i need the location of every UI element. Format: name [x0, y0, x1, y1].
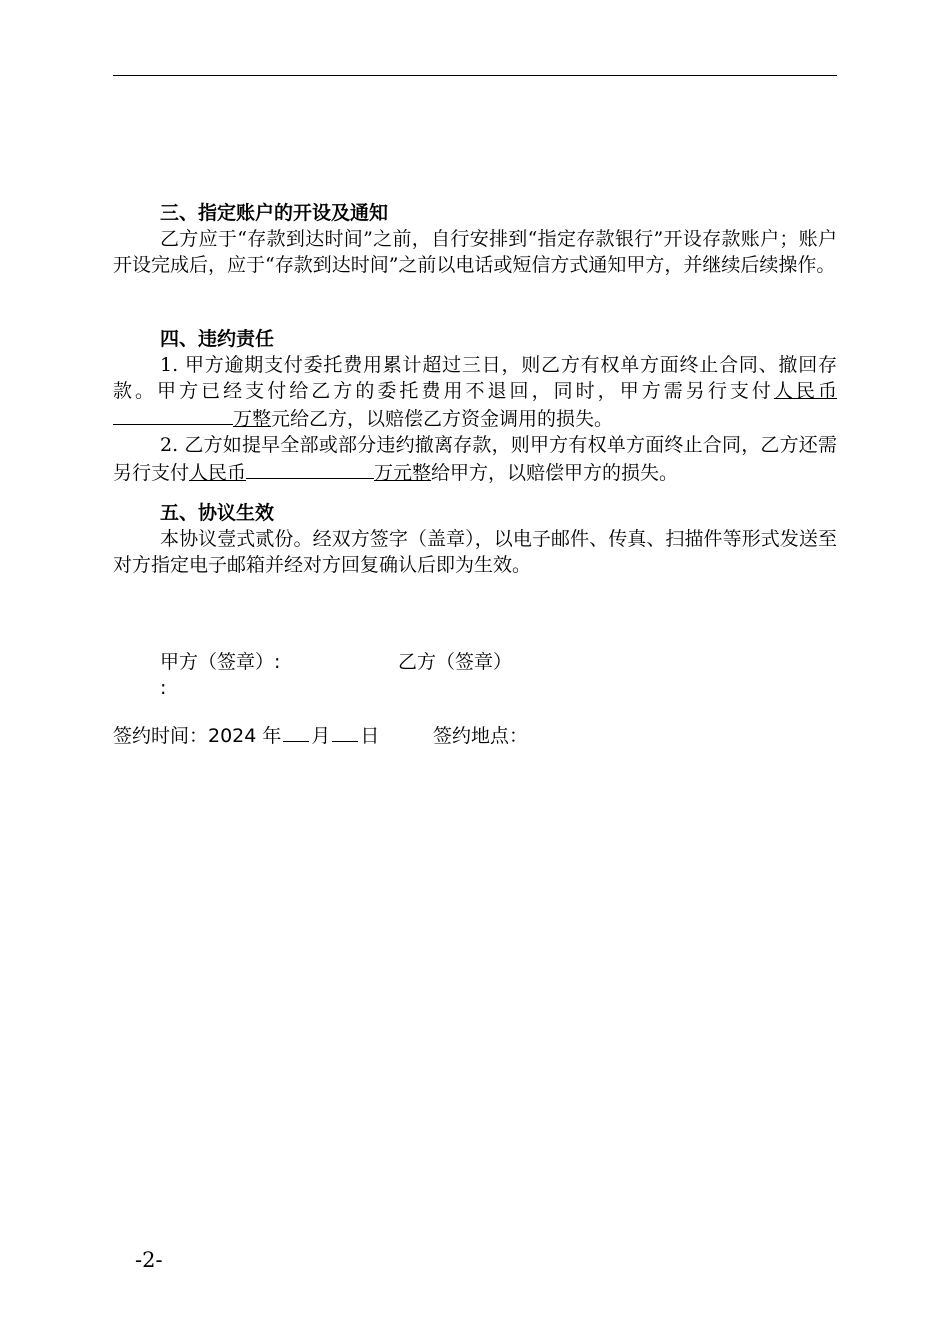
item-2-currency: 人民币 — [189, 462, 247, 484]
page-number: -2- — [135, 1248, 163, 1272]
item-1-text-end: 元给乙方，以赔偿乙方资金调用的损失。 — [271, 408, 614, 430]
section-3-paragraph: 乙方应于“存款到达时间”之前，自行安排到“指定存款银行”开设存款账户；账户开设完成后，应于“存款到达时间”之前以电话或短信方式通知甲方，并继续后续操作。 — [113, 228, 837, 276]
day-blank — [332, 723, 358, 742]
item-2-amount-blank — [246, 458, 374, 479]
section-3-heading: 三、指定账户的开设及通知 — [160, 202, 389, 224]
section-4-item-2 — [113, 432, 837, 486]
item-1-text: 1. 甲方逾期支付委托费用累计超过三日，则乙方有权单方面终止合同、撤回存款。甲方已经支付给乙方的委托费用不退回，同时，甲方需另行支付 — [113, 354, 837, 402]
party-a-colon: : — [160, 677, 167, 699]
section-4-heading: 四、违约责任 — [160, 328, 275, 350]
section-4-item-1 — [113, 352, 837, 432]
section-5-paragraph: 本协议壹式贰份。经双方签字（盖章），以电子邮件、传真、扫描件等形式发送至对方指定电子邮箱并经对方回复确认后即为生效。 — [113, 528, 837, 576]
section-5-body — [113, 526, 837, 578]
item-1-amount-blank — [113, 404, 233, 425]
item-1-unit: 万整 — [233, 408, 272, 430]
party-a-signature-label: 甲方（签章）: — [160, 651, 281, 673]
sign-date-line — [113, 723, 379, 749]
sign-place-label: 签约地点： — [433, 725, 529, 747]
item-2-text: 2. 乙方如提早全部或部分违约撤离存款，则甲方有权单方面终止合同，乙方还需另行支付 — [113, 434, 837, 484]
section-4-body — [113, 352, 837, 486]
month-blank — [283, 723, 309, 742]
item-2-text-end: 给甲方，以赔偿甲方的损失。 — [431, 462, 679, 484]
section-5-heading: 五、协议生效 — [160, 502, 275, 524]
party-b-signature-label: 乙方（签章） — [398, 651, 513, 673]
item-2-unit: 万元整 — [374, 462, 432, 484]
month-label: 月 — [311, 725, 331, 747]
item-1-currency: 人民币 — [773, 380, 837, 402]
header-rule — [113, 75, 837, 76]
sign-date-label: 签约时间：2024 年 — [113, 725, 282, 747]
day-label: 日 — [360, 725, 380, 747]
section-3-body — [113, 226, 837, 278]
